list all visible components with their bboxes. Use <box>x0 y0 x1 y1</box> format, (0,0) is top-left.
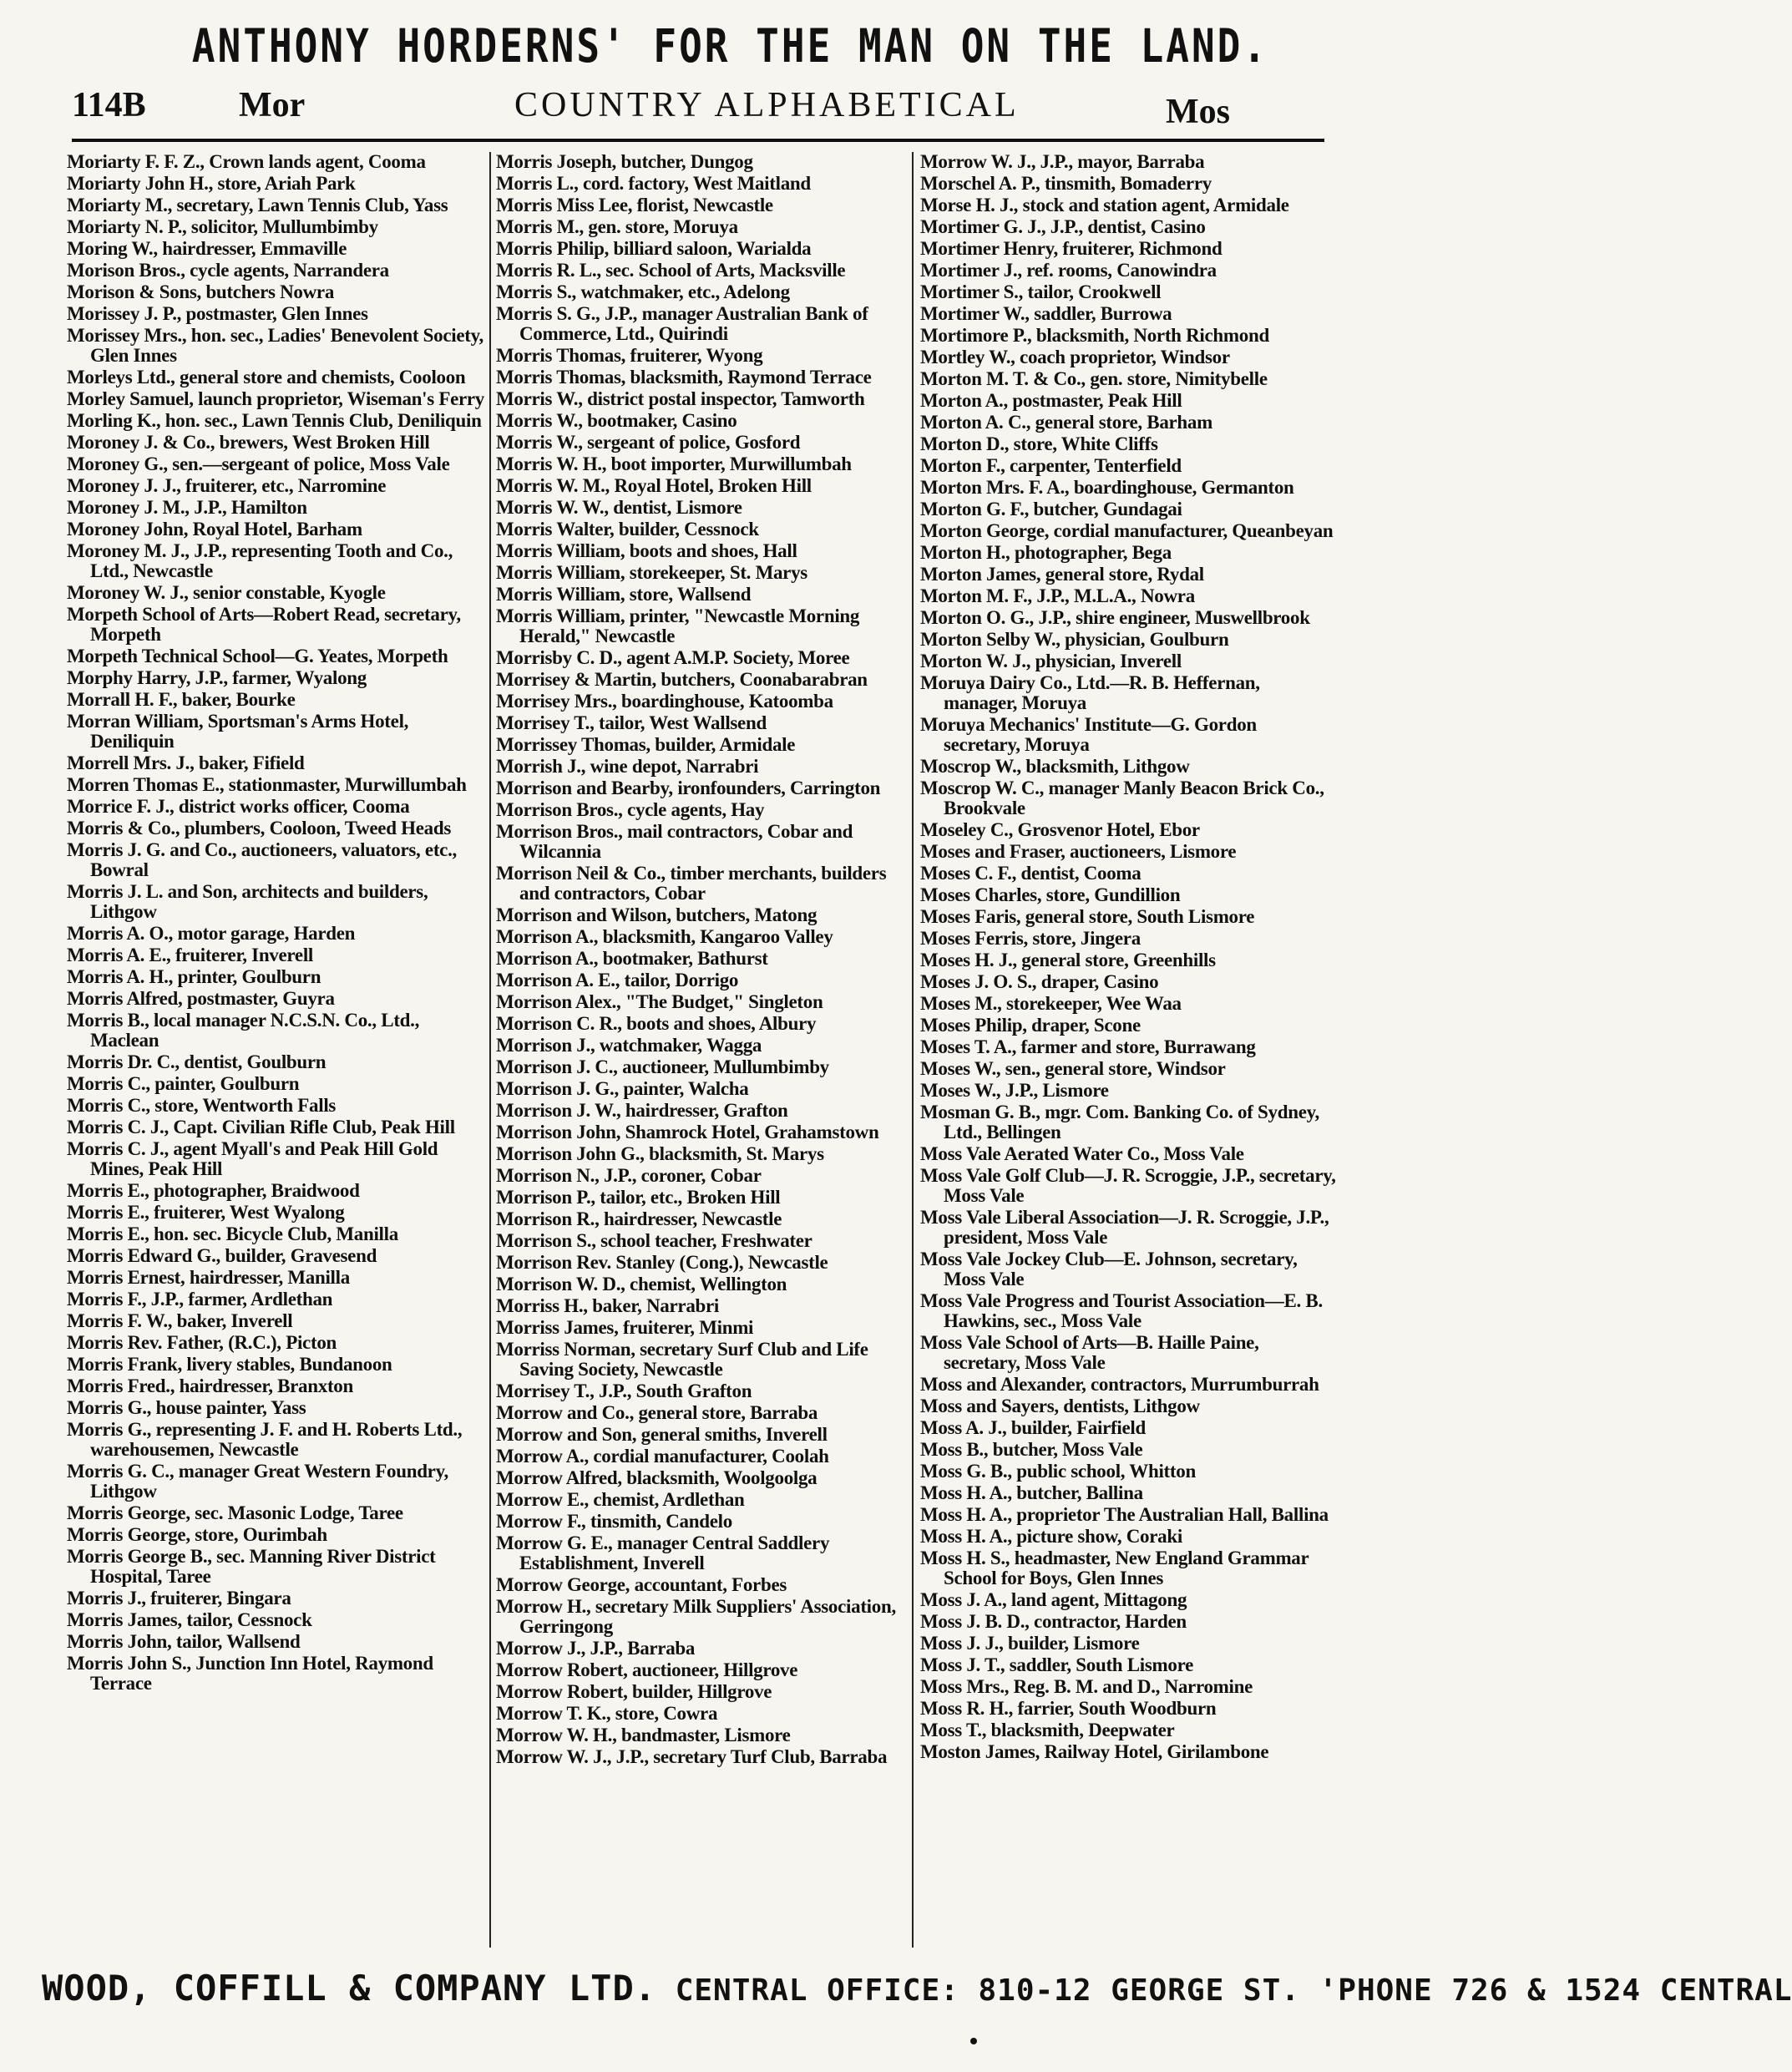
directory-entry: Morris Miss Lee, florist, Newcastle <box>496 195 773 215</box>
directory-entry: Morrison J. G., painter, Walcha <box>496 1078 749 1099</box>
directory-entry: Moss Vale Aerated Water Co., Moss Vale <box>920 1143 1244 1164</box>
directory-entry: Morrow Robert, auctioneer, Hillgrove <box>496 1659 798 1680</box>
directory-entry: Morrall H. F., baker, Bourke <box>67 689 296 710</box>
directory-entry: Moses Philip, draper, Scone <box>920 1015 1141 1036</box>
directory-entry: Morris Thomas, fruiterer, Wyong <box>496 345 763 366</box>
directory-entry: Morphy Harry, J.P., farmer, Wyalong <box>67 667 367 688</box>
directory-entry: Morton A. C., general store, Barham <box>920 412 1212 433</box>
directory-entry: Moss J. A., land agent, Mittagong <box>920 1589 1187 1610</box>
directory-entry: Morrison John G., blacksmith, St. Marys <box>496 1143 824 1164</box>
directory-entry: Morrisby C. D., agent A.M.P. Society, Moree <box>496 647 850 668</box>
directory-entry: Moses W., J.P., Lismore <box>920 1080 1109 1101</box>
directory-entry: Moses W., sen., general store, Windsor <box>920 1058 1226 1079</box>
directory-entry: Moss Vale Jockey Club—E. Johnson, secretary, Moss Vale <box>920 1249 1298 1289</box>
directory-entry: Morris S., watchmaker, etc., Adelong <box>496 281 790 302</box>
directory-entry: Morris Edward G., builder, Gravesend <box>67 1245 377 1266</box>
directory-entry: Moroney J. J., fruiterer, etc., Narromine <box>67 475 387 496</box>
directory-entry: Morrison P., tailor, etc., Broken Hill <box>496 1187 781 1208</box>
directory-entry: Morrow and Son, general smiths, Inverell <box>496 1424 828 1445</box>
directory-entry: Moses Ferris, store, Jingera <box>920 928 1141 949</box>
directory-entry: Morris John S., Junction Inn Hotel, Raymond Terrace <box>67 1653 433 1694</box>
right-guide-word: Mos <box>1166 93 1230 131</box>
directory-entry: Morpeth School of Arts—Robert Read, secretary, Morpeth <box>67 604 461 645</box>
directory-entry: Morrisey T., tailor, West Wallsend <box>496 712 767 733</box>
directory-entry: Morris E., fruiterer, West Wyalong <box>67 1202 345 1223</box>
directory-entry: Morrison A., bootmaker, Bathurst <box>496 948 768 969</box>
page-title: COUNTRY ALPHABETICAL <box>514 86 1020 124</box>
directory-entry: Morton G. F., butcher, Gundagai <box>920 499 1182 519</box>
directory-entry: Morris Dr. C., dentist, Goulburn <box>67 1051 327 1072</box>
directory-entry: Morris Alfred, postmaster, Guyra <box>67 988 335 1009</box>
directory-entry: Morrow Robert, builder, Hillgrove <box>496 1681 772 1702</box>
directory-entry: Morris G., house painter, Yass <box>67 1397 306 1418</box>
directory-entry: Morissey Mrs., hon. sec., Ladies' Benevolent Society, Glen Innes <box>67 325 483 366</box>
directory-entry: Morrison W. D., chemist, Wellington <box>496 1274 787 1294</box>
directory-entry: Morrow and Co., general store, Barraba <box>496 1402 818 1423</box>
directory-entry: Morriss H., baker, Narrabri <box>496 1295 720 1316</box>
directory-entry: Morton George, cordial manufacturer, Queanbeyan <box>920 520 1334 541</box>
directory-entry: Morrison and Wilson, butchers, Matong <box>496 904 818 925</box>
directory-entry: Morpeth Technical School—G. Yeates, Morpeth <box>67 646 448 666</box>
directory-entry: Morren Thomas E., stationmaster, Murwillumbah <box>67 774 467 795</box>
directory-entry: Moroney J. & Co., brewers, West Broken Hill <box>67 432 430 453</box>
directory-entry: Moseley C., Grosvenor Hotel, Ebor <box>920 819 1200 840</box>
directory-entry: Moss Vale School of Arts—B. Haille Paine, secretary, Moss Vale <box>920 1332 1259 1373</box>
directory-columns <box>67 152 1336 1948</box>
directory-entry: Morris A. H., printer, Goulburn <box>67 966 321 987</box>
directory-entry: Morris William, store, Wallsend <box>496 584 752 605</box>
directory-entry: Morris G. C., manager Great Western Foundry, Lithgow <box>67 1461 448 1502</box>
directory-entry: Morrison C. R., boots and shoes, Albury <box>496 1013 817 1034</box>
directory-entry: Morrison Alex., "The Budget," Singleton <box>496 991 823 1012</box>
directory-entry: Morriss James, fruiterer, Minmi <box>496 1317 754 1338</box>
directory-entry: Morris & Co., plumbers, Cooloon, Tweed Heads <box>67 818 451 838</box>
directory-entry: Morton James, general store, Rydal <box>920 564 1204 585</box>
directory-entry: Morris William, boots and shoes, Hall <box>496 540 797 561</box>
directory-entry: Morris E., hon. sec. Bicycle Club, Manilla <box>67 1223 398 1244</box>
directory-entry: Morris W., bootmaker, Casino <box>496 410 737 431</box>
directory-entry: Morris B., local manager N.C.S.N. Co., Ltd., Maclean <box>67 1010 420 1051</box>
directory-entry: Morley Samuel, launch proprietor, Wiseman's Ferry <box>67 388 485 409</box>
directory-entry: Moss J. T., saddler, South Lismore <box>920 1654 1193 1675</box>
directory-entry: Morrow W. H., bandmaster, Lismore <box>496 1725 791 1745</box>
directory-entry: Morrow E., chemist, Ardlethan <box>496 1489 745 1510</box>
directory-entry: Moroney J. M., J.P., Hamilton <box>67 497 307 518</box>
bottom-banner <box>42 1968 1792 2009</box>
directory-entry: Morton W. J., physician, Inverell <box>920 651 1182 671</box>
directory-entry: Moss G. B., public school, Whitton <box>920 1461 1196 1482</box>
directory-entry: Morrow George, accountant, Forbes <box>496 1574 787 1595</box>
directory-entry: Moses J. O. S., draper, Casino <box>920 971 1159 992</box>
directory-entry: Morran William, Sportsman's Arms Hotel, Deniliquin <box>67 711 409 752</box>
column-3 <box>912 152 1338 1948</box>
company-name: WOOD, COFFILL & COMPANY LTD. <box>42 1968 657 2009</box>
directory-entry: Moses H. J., general store, Greenhills <box>920 950 1216 970</box>
directory-entry: Morrison John, Shamrock Hotel, Grahamstown <box>496 1122 879 1142</box>
directory-entry: Moss H. A., picture show, Coraki <box>920 1526 1182 1547</box>
directory-entry: Morris W. W., dentist, Lismore <box>496 497 742 518</box>
directory-entry: Morrisey & Martin, butchers, Coonabarabran <box>496 669 868 690</box>
directory-entry: Morse H. J., stock and station agent, Armidale <box>920 195 1289 215</box>
directory-entry: Morrison Neil & Co., timber merchants, builders and contractors, Cobar <box>496 863 887 904</box>
directory-entry: Morris William, storekeeper, St. Marys <box>496 562 807 583</box>
directory-entry: Morrison A., blacksmith, Kangaroo Valley <box>496 926 833 947</box>
directory-entry: Moss Vale Liberal Association—J. R. Scroggie, J.P., president, Moss Vale <box>920 1207 1329 1248</box>
directory-entry: Morissey J. P., postmaster, Glen Innes <box>67 303 368 324</box>
directory-entry: Moss T., blacksmith, Deepwater <box>920 1720 1175 1740</box>
page-mark-dot <box>970 2038 977 2044</box>
directory-entry: Morrison Bros., cycle agents, Hay <box>496 799 765 820</box>
directory-entry: Morris G., representing J. F. and H. Roberts Ltd., warehousemen, Newcastle <box>67 1419 463 1460</box>
directory-entry: Moriarty N. P., solicitor, Mullumbimby <box>67 216 378 237</box>
directory-entry: Morris John, tailor, Wallsend <box>67 1631 301 1652</box>
directory-entry: Morris Rev. Father, (R.C.), Picton <box>67 1332 337 1353</box>
directory-entry: Morris C., painter, Goulburn <box>67 1073 300 1094</box>
directory-entry: Morrow T. K., store, Cowra <box>496 1703 718 1724</box>
directory-entry: Morrow H., secretary Milk Suppliers' Association, Gerringong <box>496 1596 896 1637</box>
directory-entry: Moss B., butcher, Moss Vale <box>920 1439 1143 1460</box>
directory-entry: Morton M. T. & Co., gen. store, Nimitybelle <box>920 368 1268 389</box>
directory-entry: Moses and Fraser, auctioneers, Lismore <box>920 841 1237 862</box>
directory-entry: Moses Charles, store, Gundillion <box>920 884 1181 905</box>
directory-entry: Morrison Bros., mail contractors, Cobar and Wilcannia <box>496 821 853 862</box>
directory-entry: Mosman G. B., mgr. Com. Banking Co. of Sydney, Ltd., Bellingen <box>920 1102 1320 1142</box>
directory-entry: Morrice F. J., district works officer, Cooma <box>67 796 410 817</box>
directory-entry: Morris L., cord. factory, West Maitland <box>496 173 811 194</box>
directory-entry: Morris George, store, Ourimbah <box>67 1524 327 1545</box>
directory-entry: Morrow Alfred, blacksmith, Woolgoolga <box>496 1467 818 1488</box>
directory-entry: Morrow A., cordial manufacturer, Coolah <box>496 1446 829 1467</box>
directory-entry: Moroney John, Royal Hotel, Barham <box>67 519 362 540</box>
directory-entry: Morris R. L., sec. School of Arts, Macksville <box>496 260 846 281</box>
directory-entry: Moroney M. J., J.P., representing Tooth and Co., Ltd., Newcastle <box>67 540 453 581</box>
directory-entry: Mortimer S., tailor, Crookwell <box>920 281 1162 302</box>
page-number: 114B <box>72 86 146 124</box>
directory-entry: Morton O. G., J.P., shire engineer, Muswellbrook <box>920 607 1310 628</box>
directory-entry: Morton Mrs. F. A., boardinghouse, Germanton <box>920 477 1294 498</box>
directory-entry: Morris James, tailor, Cessnock <box>67 1609 312 1630</box>
directory-entry: Morrow W. J., J.P., secretary Turf Club, Barraba <box>496 1746 888 1767</box>
directory-entry: Moss J. B. D., contractor, Harden <box>920 1611 1187 1632</box>
directory-entry: Morris J. G. and Co., auctioneers, valuators, etc., Bowral <box>67 839 457 880</box>
column-2 <box>489 152 914 1948</box>
directory-entry: Mortimore P., blacksmith, North Richmond <box>920 325 1269 346</box>
directory-entry: Moss R. H., farrier, South Woodburn <box>920 1698 1217 1719</box>
directory-entry: Moriarty John H., store, Ariah Park <box>67 173 356 194</box>
directory-entry: Moss H. A., proprietor The Australian Hall, Ballina <box>920 1504 1329 1525</box>
directory-entry: Morton A., postmaster, Peak Hill <box>920 390 1182 411</box>
directory-entry: Morrow F., tinsmith, Candelo <box>496 1511 732 1532</box>
directory-entry: Morton H., photographer, Bega <box>920 542 1172 563</box>
directory-entry: Morris Ernest, hairdresser, Manilla <box>67 1267 350 1288</box>
directory-entry: Morton F., carpenter, Tenterfield <box>920 455 1182 476</box>
directory-entry: Moriarty F. F. Z., Crown lands agent, Cooma <box>67 151 426 172</box>
directory-entry: Morris F. W., baker, Inverell <box>67 1310 293 1331</box>
directory-entry: Morrison J. W., hairdresser, Grafton <box>496 1100 788 1121</box>
directory-entry: Morrissey Thomas, builder, Armidale <box>496 734 796 755</box>
directory-entry: Moroney G., sen.—sergeant of police, Moss Vale <box>67 453 450 474</box>
directory-entry: Moruya Mechanics' Institute—G. Gordon secretary, Moruya <box>920 714 1257 755</box>
directory-entry: Moss Mrs., Reg. B. M. and D., Narromine <box>920 1676 1253 1697</box>
directory-entry: Morris George, sec. Masonic Lodge, Taree <box>67 1502 403 1523</box>
directory-entry: Morling K., hon. sec., Lawn Tennis Club, Deniliquin <box>67 410 482 431</box>
directory-entry: Mortimer W., saddler, Burrowa <box>920 303 1172 324</box>
directory-entry: Morrisey Mrs., boardinghouse, Katoomba <box>496 691 833 712</box>
directory-entry: Morris C. J., Capt. Civilian Rifle Club, Peak Hill <box>67 1117 455 1137</box>
directory-entry: Morris A. E., fruiterer, Inverell <box>67 945 313 965</box>
directory-entry: Morton M. F., J.P., M.L.A., Nowra <box>920 585 1195 606</box>
directory-entry: Morrison S., school teacher, Freshwater <box>496 1230 812 1251</box>
directory-entry: Moss H. S., headmaster, New England Grammar School for Boys, Glen Innes <box>920 1548 1309 1588</box>
page-header <box>72 80 1324 142</box>
directory-entry: Morrison J., watchmaker, Wagga <box>496 1035 762 1056</box>
central-office: CENTRAL OFFICE: 810-12 GEORGE ST. 'PHONE 726 & 1524 CENTRAL <box>675 1973 1792 2008</box>
directory-entry: Moses Faris, general store, South Lismore <box>920 906 1255 927</box>
directory-entry: Morris Thomas, blacksmith, Raymond Terrace <box>496 367 872 388</box>
directory-entry: Morris M., gen. store, Moruya <box>496 216 738 237</box>
directory-entry: Mortimer G. J., J.P., dentist, Casino <box>920 216 1206 237</box>
directory-entry: Morrisey T., J.P., South Grafton <box>496 1380 752 1401</box>
directory-entry: Moses M., storekeeper, Wee Waa <box>920 993 1182 1014</box>
directory-entry: Morton D., store, White Cliffs <box>920 433 1158 454</box>
directory-entry: Moss A. J., builder, Fairfield <box>920 1417 1146 1438</box>
directory-entry: Moss J. J., builder, Lismore <box>920 1633 1140 1654</box>
directory-entry: Moss H. A., butcher, Ballina <box>920 1482 1143 1503</box>
directory-entry: Morris J., fruiterer, Bingara <box>67 1588 291 1608</box>
column-1 <box>67 152 484 1948</box>
directory-entry: Moscrop W., blacksmith, Lithgow <box>920 756 1190 777</box>
directory-entry: Morris Fred., hairdresser, Branxton <box>67 1375 353 1396</box>
directory-entry: Morrison A. E., tailor, Dorrigo <box>496 970 739 990</box>
directory-entry: Morris E., photographer, Braidwood <box>67 1180 360 1201</box>
directory-entry: Morrison N., J.P., coroner, Cobar <box>496 1165 762 1186</box>
directory-entry: Moring W., hairdresser, Emmaville <box>67 238 347 259</box>
directory-entry: Morton Selby W., physician, Goulburn <box>920 629 1229 650</box>
directory-entry: Moses T. A., farmer and store, Burrawang <box>920 1036 1256 1057</box>
directory-entry: Mortimer Henry, fruiterer, Richmond <box>920 238 1223 259</box>
directory-entry: Morrison J. C., auctioneer, Mullumbimby <box>496 1056 829 1077</box>
directory-entry: Moss and Alexander, contractors, Murrumburrah <box>920 1374 1319 1395</box>
directory-entry: Morris W. M., Royal Hotel, Broken Hill <box>496 475 812 496</box>
left-guide-word: Mor <box>239 86 306 124</box>
directory-entry: Moss Vale Golf Club—J. R. Scroggie, J.P., secretary, Moss Vale <box>920 1165 1336 1206</box>
directory-entry: Moss Vale Progress and Tourist Association—E. B. Hawkins, sec., Moss Vale <box>920 1290 1323 1331</box>
directory-entry: Morrison R., hairdresser, Newcastle <box>496 1208 782 1229</box>
directory-entry: Mortimer J., ref. rooms, Canowindra <box>920 260 1217 281</box>
directory-entry: Morrison Rev. Stanley (Cong.), Newcastle <box>496 1252 828 1273</box>
directory-entry: Morris C., store, Wentworth Falls <box>67 1095 337 1116</box>
directory-entry: Moroney W. J., senior constable, Kyogle <box>67 582 386 603</box>
directory-entry: Morrison and Bearby, ironfounders, Carrington <box>496 778 881 798</box>
directory-entry: Morrow W. J., J.P., mayor, Barraba <box>920 151 1205 172</box>
directory-entry: Morrow G. E., manager Central Saddlery Establishment, Inverell <box>496 1532 830 1573</box>
directory-entry: Morison & Sons, butchers Nowra <box>67 281 335 302</box>
directory-entry: Moscrop W. C., manager Manly Beacon Brick Co., Brookvale <box>920 778 1324 818</box>
directory-entry: Morris W., district postal inspector, Tamworth <box>496 388 865 409</box>
directory-entry: Morris W., sergeant of police, Gosford <box>496 432 801 453</box>
directory-entry: Morison Bros., cycle agents, Narrandera <box>67 260 389 281</box>
directory-entry: Moss and Sayers, dentists, Lithgow <box>920 1396 1200 1416</box>
directory-entry: Morris Frank, livery stables, Bundanoon <box>67 1354 392 1375</box>
top-banner: ANTHONY HORDERNS' FOR THE MAN ON THE LAND. <box>191 18 1269 73</box>
directory-entry: Morris C. J., agent Myall's and Peak Hill Gold Mines, Peak Hill <box>67 1138 438 1179</box>
directory-entry: Morrish J., wine depot, Narrabri <box>496 756 759 777</box>
directory-entry: Morris A. O., motor garage, Harden <box>67 923 356 944</box>
directory-entry: Morriss Norman, secretary Surf Club and Life Saving Society, Newcastle <box>496 1339 868 1380</box>
directory-entry: Morschel A. P., tinsmith, Bomaderry <box>920 173 1212 194</box>
directory-entry: Mortley W., coach proprietor, Windsor <box>920 347 1230 367</box>
directory-entry: Moriarty M., secretary, Lawn Tennis Club, Yass <box>67 195 448 215</box>
directory-entry: Morris W. H., boot importer, Murwillumbah <box>496 453 852 474</box>
directory-entry: Moses C. F., dentist, Cooma <box>920 863 1142 884</box>
directory-entry: Morris F., J.P., farmer, Ardlethan <box>67 1289 333 1310</box>
directory-entry: Morris Walter, builder, Cessnock <box>496 519 759 540</box>
directory-entry: Moston James, Railway Hotel, Girilambone <box>920 1741 1269 1762</box>
directory-entry: Morris George B., sec. Manning River District Hospital, Taree <box>67 1546 436 1587</box>
directory-entry: Morrell Mrs. J., baker, Fifield <box>67 752 305 773</box>
directory-entry: Morris William, printer, "Newcastle Morning Herald," Newcastle <box>496 605 860 646</box>
directory-entry: Morrow J., J.P., Barraba <box>496 1638 696 1659</box>
directory-entry: Morris Joseph, butcher, Dungog <box>496 151 753 172</box>
directory-entry: Morleys Ltd., general store and chemists, Cooloon <box>67 367 466 388</box>
directory-entry: Morris S. G., J.P., manager Australian Bank of Commerce, Ltd., Quirindi <box>496 303 868 344</box>
directory-entry: Moruya Dairy Co., Ltd.—R. B. Heffernan, manager, Moruya <box>920 672 1260 713</box>
directory-entry: Morris Philip, billiard saloon, Warialda <box>496 238 812 259</box>
directory-entry: Morris J. L. and Son, architects and builders, Lithgow <box>67 881 428 922</box>
